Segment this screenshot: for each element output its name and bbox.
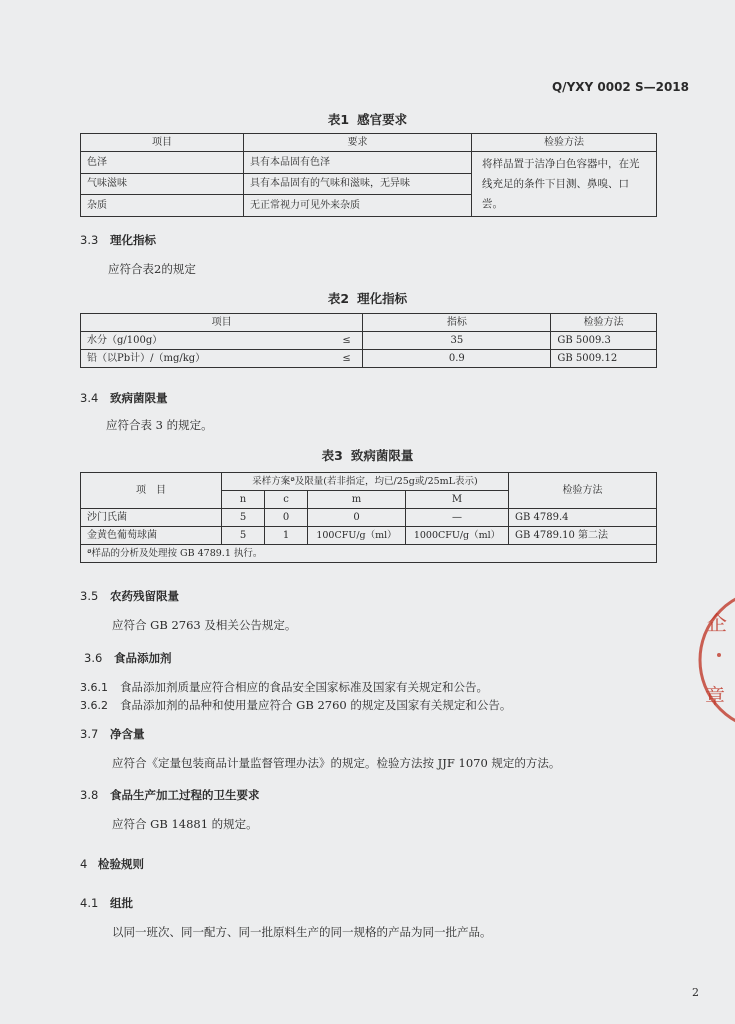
table3-footnote: ª样品的分析及处理按 GB 4789.1 执行。 (81, 545, 657, 563)
section-3-3-heading: 3.3 理化指标 (80, 233, 156, 247)
section-3-5-text: 应符合 GB 2763 及相关公告规定。 (112, 618, 297, 632)
page-number: 2 (692, 986, 699, 999)
table3-caption: 表3 致病菌限量 (321, 448, 414, 463)
section-3-7-heading: 3.7 净含量 (80, 727, 145, 741)
seal-char-1: 企 (707, 611, 727, 635)
table2-caption: 表2 理化指标 (327, 291, 408, 306)
section-3-7-text: 应符合《定量包装商品计量监督管理办法》的规定。检验方法按 JJF 1070 规定的方法。 (112, 756, 561, 770)
section-3-6-heading: 3.6 食品添加剂 (84, 651, 172, 665)
section-3-4-text: 应符合表 3 的规定。 (106, 418, 213, 432)
section-4-1-heading: 4.1 组批 (80, 896, 133, 910)
section-3-8-text: 应符合 GB 14881 的规定。 (112, 817, 258, 831)
section-3-6-2: 3.6.2 食品添加剂的品种和使用量应符合 GB 2760 的规定及国家有关规定和公告。 (80, 698, 512, 712)
section-3-6-1: 3.6.1 食品添加剂质量应符合相应的食品安全国家标准及国家有关规定和公告。 (80, 680, 488, 694)
section-3-5-heading: 3.5 农药残留限量 (80, 589, 179, 603)
section-3-4-heading: 3.4 致病菌限量 (80, 391, 168, 405)
table-physicochemical: 项目 指标 检验方法 水分（g/100g） ≤ 35 GB 5009.3 铅（以Pb计）/（mg/kg） ≤ 0.9 GB 5009.12 (80, 313, 657, 368)
company-seal-stamp (695, 575, 735, 745)
section-3-3-text: 应符合表2的规定 (108, 262, 196, 276)
section-3-8-heading: 3.8 食品生产加工过程的卫生要求 (80, 788, 260, 802)
table-sensory: 项目 要求 检验方法 色泽 具有本品固有色泽 将样品置于洁净白色容器中，在光线充足的条件下目测、鼻嗅、口尝。 气味滋味 具有本品固有的气味和滋味，无异味 杂质 无正常视力可见外来杂质 (80, 133, 657, 217)
seal-char-2: 章 (705, 684, 725, 708)
standard-code: Q/YXY 0002 S—2018 (551, 80, 689, 94)
table1-caption: 表1 感官要求 (327, 112, 408, 127)
section-4-heading: 4 检验规则 (80, 857, 144, 871)
section-4-1-text: 以同一班次、同一配方、同一批原料生产的同一规格的产品为同一批产品。 (112, 925, 492, 939)
table-pathogens: 项 目 采样方案ª及限量(若非指定，均已/25g或/25mL表示) 检验方法 n c m M 沙门氏菌 5 0 0 — GB 4789.4 金黄色葡萄球菌 5 1 100CFU/g（ml） 1000CFU/g（ml） GB 4789.10 第二法 ª样品的分析及处理按 GB 4789.1 执行。 (80, 472, 657, 563)
sensory-method: 将样品置于洁净白色容器中，在光线充足的条件下目测、鼻嗅、口尝。 (472, 152, 657, 217)
